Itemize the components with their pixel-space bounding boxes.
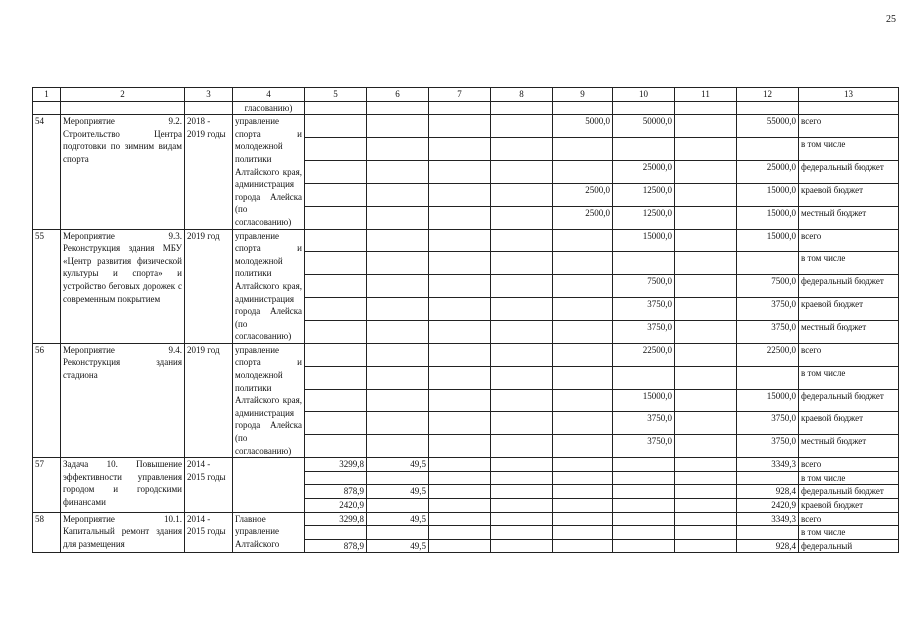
header-cell-3: 3 <box>185 88 233 102</box>
amount-col6 <box>367 320 429 343</box>
funding-source: федеральный бюджет <box>799 160 899 183</box>
activity-name: Мероприятие 9.4. Реконструкция здания стадиона <box>61 343 185 457</box>
amount-col11 <box>675 320 737 343</box>
amount-col7 <box>429 539 491 553</box>
amount-col8 <box>491 160 553 183</box>
activity-executor: управление спорта и молодежной политики Алтайского края, администрация города Алейска (по согласованию) <box>233 115 305 229</box>
amount-col11 <box>675 115 737 138</box>
continuation-row <box>33 101 899 115</box>
amount-col8 <box>491 138 553 161</box>
amount-col10 <box>613 499 675 513</box>
amount-col11 <box>675 275 737 298</box>
amount-col9 <box>553 343 613 366</box>
activity-years: 2018 - 2019 годы <box>185 115 233 229</box>
header-cell-13: 13 <box>799 88 899 102</box>
amount-col10: 25000,0 <box>613 160 675 183</box>
amount-col5 <box>305 160 367 183</box>
amount-col9 <box>553 366 613 389</box>
row-number: 55 <box>33 229 61 343</box>
amount-col10: 15000,0 <box>613 229 675 252</box>
amount-col11 <box>675 435 737 458</box>
amount-col6 <box>367 435 429 458</box>
amount-col5 <box>305 412 367 435</box>
activity-executor: управление спорта и молодежной политики Алтайского края, администрация города Алейска (по согласованию) <box>233 229 305 343</box>
amount-col8 <box>491 115 553 138</box>
amount-col7 <box>429 229 491 252</box>
amount-col8 <box>491 252 553 275</box>
table-row <box>33 512 899 526</box>
amount-col6: 49,5 <box>367 539 429 553</box>
amount-col7 <box>429 275 491 298</box>
amount-total <box>737 252 799 275</box>
amount-total: 7500,0 <box>737 275 799 298</box>
header-cell-7: 7 <box>429 88 491 102</box>
amount-col7 <box>429 526 491 540</box>
funding-source: всего <box>799 512 899 526</box>
continuation-cell <box>799 101 899 115</box>
amount-total <box>737 526 799 540</box>
amount-col7 <box>429 366 491 389</box>
amount-col11 <box>675 138 737 161</box>
row-number: 54 <box>33 115 61 229</box>
amount-col9 <box>553 320 613 343</box>
amount-col5 <box>305 320 367 343</box>
activity-years: 2014 - 2015 годы <box>185 512 233 553</box>
amount-total: 2420,9 <box>737 499 799 513</box>
amount-col7 <box>429 471 491 485</box>
continuation-cell <box>61 101 185 115</box>
amount-col8 <box>491 412 553 435</box>
amount-col10: 3750,0 <box>613 435 675 458</box>
amount-col9 <box>553 499 613 513</box>
funding-source: в том числе <box>799 252 899 275</box>
amount-col10 <box>613 526 675 540</box>
amount-total: 15000,0 <box>737 389 799 412</box>
amount-col10: 22500,0 <box>613 343 675 366</box>
amount-col7 <box>429 485 491 499</box>
continuation-cell <box>491 101 553 115</box>
activity-executor: Главное управление Алтайского <box>233 512 305 553</box>
amount-col10 <box>613 458 675 472</box>
amount-col7 <box>429 115 491 138</box>
activity-name: Задача 10. Повышение эффективности управления городом и городскими финансами <box>61 458 185 512</box>
amount-col10: 3750,0 <box>613 412 675 435</box>
amount-col5 <box>305 343 367 366</box>
table-row <box>33 229 899 252</box>
amount-col7 <box>429 512 491 526</box>
amount-col5 <box>305 115 367 138</box>
funding-source: всего <box>799 458 899 472</box>
continuation-cell <box>33 101 61 115</box>
amount-total <box>737 366 799 389</box>
amount-col5 <box>305 298 367 321</box>
amount-col9 <box>553 512 613 526</box>
amount-col6 <box>367 115 429 138</box>
amount-total: 15000,0 <box>737 206 799 229</box>
amount-col11 <box>675 526 737 540</box>
funding-source: всего <box>799 343 899 366</box>
amount-col11 <box>675 499 737 513</box>
amount-col7 <box>429 206 491 229</box>
amount-total: 3750,0 <box>737 320 799 343</box>
amount-col8 <box>491 485 553 499</box>
amount-col6: 49,5 <box>367 485 429 499</box>
funding-source: всего <box>799 115 899 138</box>
amount-col7 <box>429 412 491 435</box>
funding-source: в том числе <box>799 366 899 389</box>
amount-col9 <box>553 526 613 540</box>
amount-col5 <box>305 275 367 298</box>
amount-col10 <box>613 539 675 553</box>
amount-col10: 12500,0 <box>613 206 675 229</box>
amount-total: 928,4 <box>737 539 799 553</box>
program-activities-table <box>32 87 899 553</box>
amount-col7 <box>429 499 491 513</box>
amount-col11 <box>675 206 737 229</box>
amount-col9: 2500,0 <box>553 206 613 229</box>
amount-col9 <box>553 138 613 161</box>
amount-col11 <box>675 412 737 435</box>
amount-total: 3349,3 <box>737 458 799 472</box>
amount-col5 <box>305 526 367 540</box>
amount-col10 <box>613 471 675 485</box>
funding-source: федеральный <box>799 539 899 553</box>
amount-col11 <box>675 471 737 485</box>
header-cell-12: 12 <box>737 88 799 102</box>
amount-col9 <box>553 229 613 252</box>
amount-total: 15000,0 <box>737 229 799 252</box>
amount-col5: 3299,8 <box>305 458 367 472</box>
amount-col8 <box>491 526 553 540</box>
header-cell-2: 2 <box>61 88 185 102</box>
funding-source: местный бюджет <box>799 435 899 458</box>
amount-total <box>737 471 799 485</box>
amount-total: 3750,0 <box>737 298 799 321</box>
amount-col11 <box>675 298 737 321</box>
amount-col9 <box>553 539 613 553</box>
amount-total: 3750,0 <box>737 412 799 435</box>
funding-source: федеральный бюджет <box>799 485 899 499</box>
amount-col5 <box>305 252 367 275</box>
continuation-cell <box>429 101 491 115</box>
amount-col8 <box>491 183 553 206</box>
amount-col10: 3750,0 <box>613 298 675 321</box>
amount-col7 <box>429 252 491 275</box>
continuation-cell <box>185 101 233 115</box>
amount-col6 <box>367 412 429 435</box>
header-cell-1: 1 <box>33 88 61 102</box>
amount-col6 <box>367 275 429 298</box>
activity-executor: управление спорта и молодежной политики Алтайского края, администрация города Алейска (по согласованию) <box>233 343 305 457</box>
amount-col9 <box>553 471 613 485</box>
amount-col10: 15000,0 <box>613 389 675 412</box>
amount-total: 928,4 <box>737 485 799 499</box>
amount-col7 <box>429 298 491 321</box>
amount-col8 <box>491 435 553 458</box>
activity-name: Мероприятие 9.3. Реконструкция здания МБУ «Центр развития физической культуры и спорта» и устройство беговых дорожек с современным покрытием <box>61 229 185 343</box>
amount-col8 <box>491 275 553 298</box>
amount-total <box>737 138 799 161</box>
amount-col7 <box>429 389 491 412</box>
amount-col7 <box>429 138 491 161</box>
amount-col10 <box>613 366 675 389</box>
activity-name: Мероприятие 10.1. Капитальный ремонт здания для размещения <box>61 512 185 553</box>
activity-years: 2019 год <box>185 229 233 343</box>
amount-col6 <box>367 229 429 252</box>
amount-col6 <box>367 252 429 275</box>
amount-col11 <box>675 252 737 275</box>
activity-years: 2014 - 2015 годы <box>185 458 233 512</box>
continuation-cell <box>613 101 675 115</box>
amount-col11 <box>675 458 737 472</box>
amount-col11 <box>675 539 737 553</box>
funding-source: краевой бюджет <box>799 412 899 435</box>
amount-col8 <box>491 512 553 526</box>
amount-col8 <box>491 458 553 472</box>
amount-col9 <box>553 160 613 183</box>
amount-total: 55000,0 <box>737 115 799 138</box>
amount-col9: 5000,0 <box>553 115 613 138</box>
amount-total: 22500,0 <box>737 343 799 366</box>
amount-col6: 49,5 <box>367 512 429 526</box>
amount-col10: 7500,0 <box>613 275 675 298</box>
amount-col9 <box>553 485 613 499</box>
amount-col10: 3750,0 <box>613 320 675 343</box>
amount-col6 <box>367 183 429 206</box>
amount-col7 <box>429 183 491 206</box>
amount-col8 <box>491 229 553 252</box>
row-number: 56 <box>33 343 61 457</box>
table-row <box>33 115 899 138</box>
table-row <box>33 458 899 472</box>
amount-col9 <box>553 412 613 435</box>
amount-col11 <box>675 389 737 412</box>
amount-col11 <box>675 229 737 252</box>
page-number: 25 <box>886 14 896 25</box>
header-cell-6: 6 <box>367 88 429 102</box>
amount-col5: 2420,9 <box>305 499 367 513</box>
amount-col9 <box>553 389 613 412</box>
amount-total: 3349,3 <box>737 512 799 526</box>
amount-col5 <box>305 138 367 161</box>
amount-col10 <box>613 138 675 161</box>
amount-col5: 878,9 <box>305 539 367 553</box>
table-header-row <box>33 88 899 102</box>
amount-col6 <box>367 343 429 366</box>
continuation-cell: гласованию) <box>233 101 305 115</box>
amount-col7 <box>429 435 491 458</box>
amount-col8 <box>491 389 553 412</box>
amount-col5 <box>305 206 367 229</box>
amount-col8 <box>491 320 553 343</box>
amount-col7 <box>429 320 491 343</box>
amount-col5 <box>305 435 367 458</box>
amount-col11 <box>675 343 737 366</box>
amount-col5 <box>305 183 367 206</box>
amount-col6 <box>367 526 429 540</box>
funding-source: краевой бюджет <box>799 499 899 513</box>
amount-total: 15000,0 <box>737 183 799 206</box>
amount-col10: 12500,0 <box>613 183 675 206</box>
amount-col9 <box>553 252 613 275</box>
activity-name: Мероприятие 9.2. Строительство Центра подготовки по зимним видам спорта <box>61 115 185 229</box>
continuation-cell <box>553 101 613 115</box>
amount-col5: 878,9 <box>305 485 367 499</box>
amount-col9: 2500,0 <box>553 183 613 206</box>
header-cell-4: 4 <box>233 88 305 102</box>
amount-col6 <box>367 471 429 485</box>
amount-col9 <box>553 435 613 458</box>
amount-col5 <box>305 229 367 252</box>
activity-executor <box>233 458 305 512</box>
amount-col11 <box>675 160 737 183</box>
amount-col9 <box>553 298 613 321</box>
amount-col11 <box>675 183 737 206</box>
activity-years: 2019 год <box>185 343 233 457</box>
amount-col10 <box>613 485 675 499</box>
amount-col6 <box>367 206 429 229</box>
amount-col9 <box>553 275 613 298</box>
funding-source: краевой бюджет <box>799 298 899 321</box>
row-number: 57 <box>33 458 61 512</box>
funding-source: федеральный бюджет <box>799 275 899 298</box>
amount-col10: 50000,0 <box>613 115 675 138</box>
amount-col11 <box>675 366 737 389</box>
amount-col6 <box>367 298 429 321</box>
amount-col7 <box>429 458 491 472</box>
amount-col6 <box>367 499 429 513</box>
amount-col5 <box>305 471 367 485</box>
amount-col8 <box>491 206 553 229</box>
table-row <box>33 343 899 366</box>
amount-col8 <box>491 539 553 553</box>
continuation-cell <box>305 101 367 115</box>
funding-source: в том числе <box>799 526 899 540</box>
amount-col11 <box>675 512 737 526</box>
header-cell-9: 9 <box>553 88 613 102</box>
amount-col5 <box>305 366 367 389</box>
funding-source: федеральный бюджет <box>799 389 899 412</box>
amount-col5: 3299,8 <box>305 512 367 526</box>
header-cell-10: 10 <box>613 88 675 102</box>
continuation-cell <box>675 101 737 115</box>
funding-source: краевой бюджет <box>799 183 899 206</box>
amount-col9 <box>553 458 613 472</box>
amount-col6: 49,5 <box>367 458 429 472</box>
amount-col10 <box>613 512 675 526</box>
funding-source: местный бюджет <box>799 320 899 343</box>
amount-total: 25000,0 <box>737 160 799 183</box>
header-cell-11: 11 <box>675 88 737 102</box>
row-number: 58 <box>33 512 61 553</box>
continuation-cell <box>367 101 429 115</box>
amount-col7 <box>429 343 491 366</box>
amount-col7 <box>429 160 491 183</box>
continuation-cell <box>737 101 799 115</box>
amount-col8 <box>491 298 553 321</box>
amount-col10 <box>613 252 675 275</box>
funding-source: в том числе <box>799 138 899 161</box>
amount-col5 <box>305 389 367 412</box>
amount-col6 <box>367 366 429 389</box>
amount-total: 3750,0 <box>737 435 799 458</box>
amount-col8 <box>491 499 553 513</box>
header-cell-8: 8 <box>491 88 553 102</box>
amount-col8 <box>491 471 553 485</box>
funding-source: всего <box>799 229 899 252</box>
amount-col6 <box>367 389 429 412</box>
amount-col6 <box>367 160 429 183</box>
amount-col11 <box>675 485 737 499</box>
header-cell-5: 5 <box>305 88 367 102</box>
funding-source: местный бюджет <box>799 206 899 229</box>
amount-col8 <box>491 366 553 389</box>
amount-col8 <box>491 343 553 366</box>
funding-source: в том числе <box>799 471 899 485</box>
amount-col6 <box>367 138 429 161</box>
